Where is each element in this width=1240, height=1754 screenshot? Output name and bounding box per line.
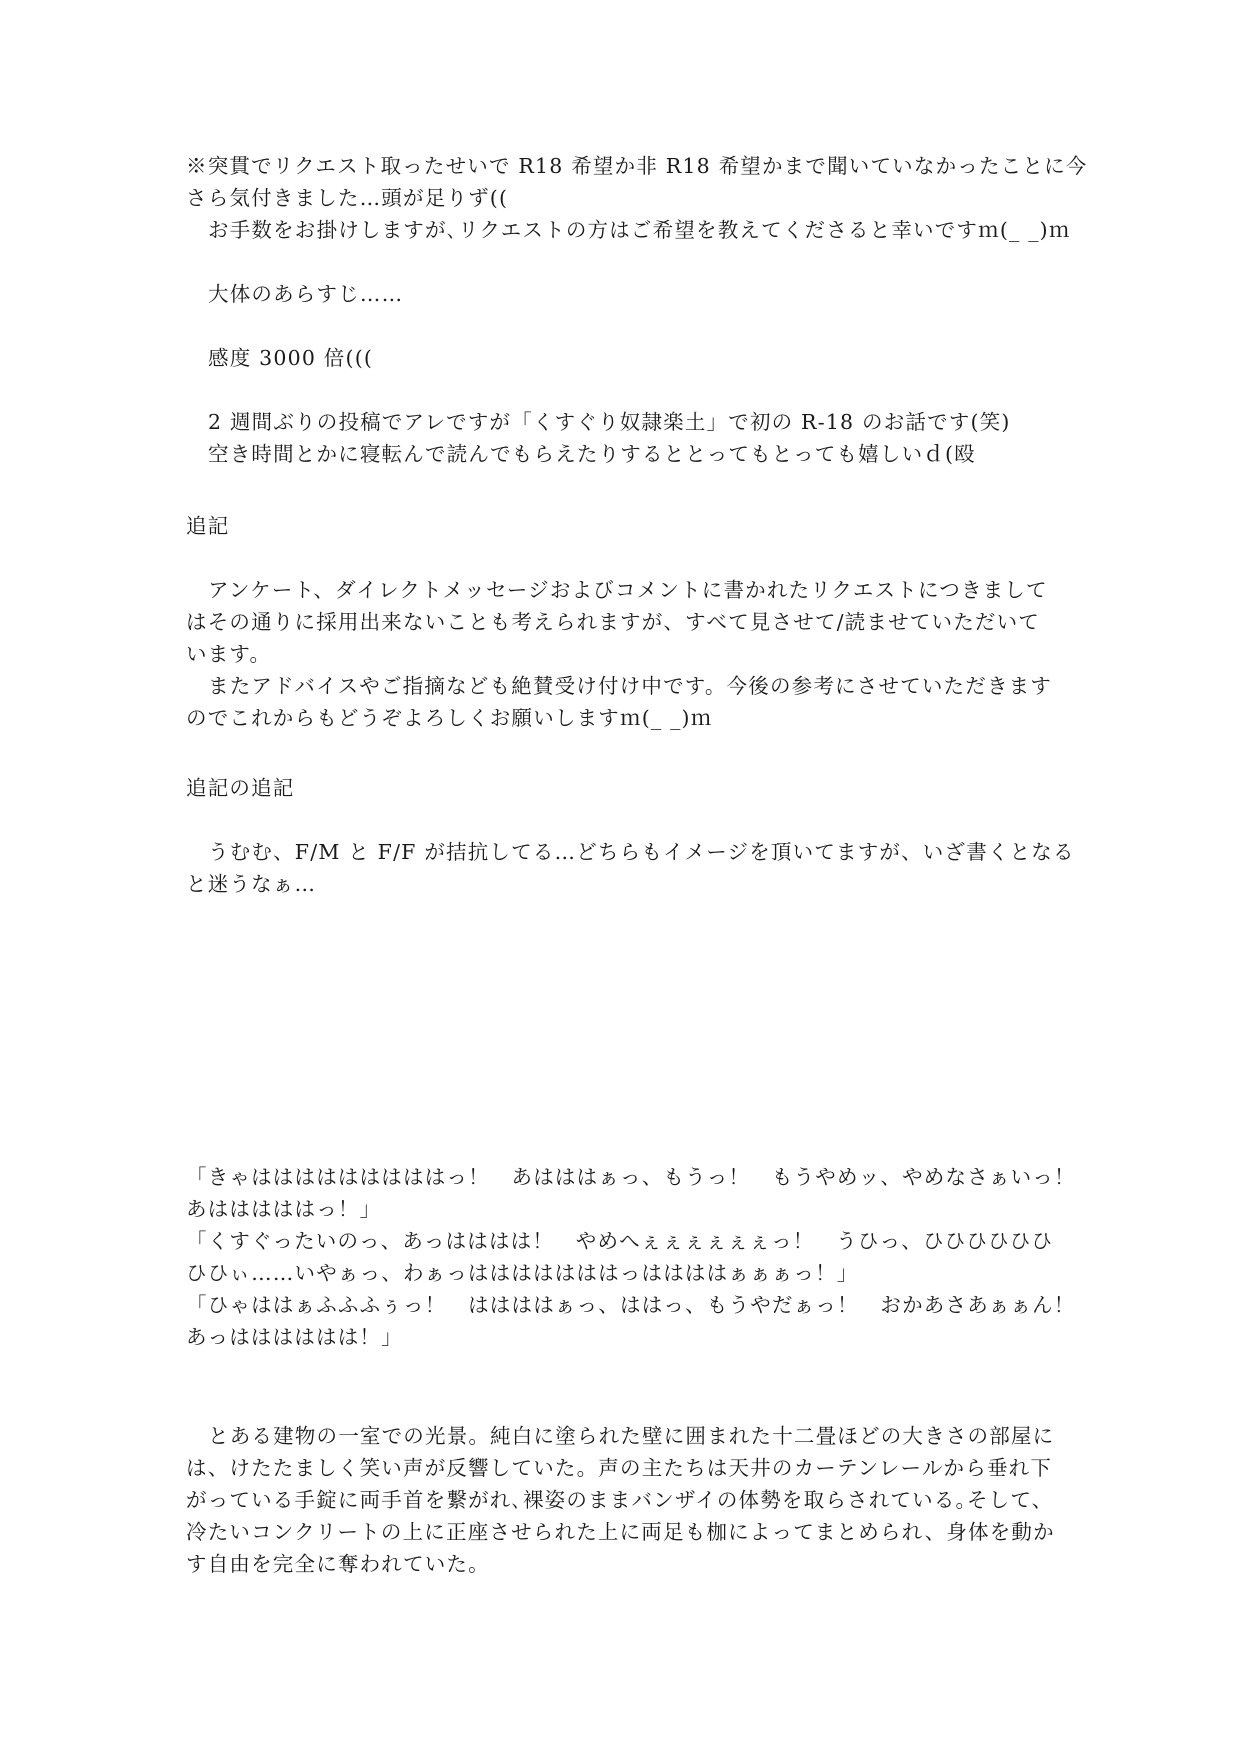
addendum-paragraph-line: アンケート、ダイレクトメッセージおよびコメントに書かれたリクエストにつきまして: [208, 578, 1048, 602]
addendum2-title: 追記の追記: [186, 776, 295, 800]
blank-line: [186, 804, 1066, 836]
addendum2-section: [186, 772, 1075, 900]
narration-line: がっている手錠に両手首を繋がれ､裸姿のままバンザイの体勢を取らされている｡そして、: [186, 1488, 1054, 1512]
note-line: さら気付きました…頭が足りず((: [186, 186, 509, 210]
dialogue-line: あっはははははは！」: [186, 1325, 403, 1349]
addendum-paragraph-line: はその通りに採用出来ないことも考えられますが、すべて見させて/読ませていただいて: [186, 610, 1040, 634]
post-note-line: 空き時間とかに寝転んで読んでもらえたりするととってもとっても嬉しいｄ(殴: [208, 442, 976, 466]
synopsis-heading: 大体のあらすじ……: [208, 282, 404, 306]
dialogue-section: [186, 1161, 1076, 1353]
addendum2-line: と迷うなぁ…: [186, 872, 317, 896]
narration-section: [186, 1420, 1066, 1580]
intro-section: [186, 150, 1088, 470]
dialogue-line: 「ひゃははぁふふふぅっ！ ははははぁっ、ははっ、もうやだぁっ！ おかあさあぁぁん！: [186, 1293, 1076, 1317]
narration-line: 冷たいコンクリートの上に正座させられた上に両足も枷によってまとめられ、身体を動か: [186, 1520, 1055, 1544]
addendum-paragraph-line: のでこれからもどうぞよろしくお願いしますｍ(_ _)ｍ: [186, 706, 713, 730]
post-note-line: 2 週間ぶりの投稿でアレですが「くすぐり奴隷楽土」で初の R-18 のお話です(笑): [208, 410, 1011, 434]
blank-line: [186, 246, 1066, 278]
request-line: お手数をお掛けしますが､リクエストの方はご希望を教えてくださると幸いですｍ(_ _)ｍ: [208, 218, 1071, 242]
dialogue-line: 「くすぐったいのっ、あっはははは！ やめへぇぇぇぇぇぇっ！ うひっ、ひひひひひひ: [186, 1229, 1054, 1253]
addendum-section: [186, 510, 1066, 734]
note-line: ※突貫でリクエスト取ったせいで R18 希望か非 R18 希望かまで聞いていなかったことに今: [186, 154, 1088, 178]
addendum-paragraph-line: います。: [186, 642, 272, 666]
blank-line: [186, 374, 1066, 406]
dialogue-line: 「きゃはははははははははっ！ あはははぁっ、もうっ！ もうやめッ、やめなさぁいっ！: [186, 1165, 1076, 1189]
dialogue-line: あはははははっ！」: [186, 1197, 382, 1221]
addendum-paragraph-line: またアドバイスやご指摘なども絶賛受け付け中です。今後の参考にさせていただきます: [208, 674, 1053, 698]
narration-line: とある建物の一室での光景。純白に塗られた壁に囲まれた十二畳ほどの大きさの部屋に: [208, 1424, 1055, 1448]
addendum2-line: うむむ、F/M と F/F が拮抗してる…どちらもイメージを頂いてますが、いざ書くとなる: [208, 840, 1075, 864]
sensitivity-line: 感度 3000 倍(((: [208, 346, 374, 370]
blank-line: [186, 542, 1066, 574]
blank-line: [186, 310, 1066, 342]
narration-line: は、けたたましく笑い声が反響していた。声の主たちは天井のカーテンレールから垂れ下: [186, 1456, 1053, 1480]
narration-line: す自由を完全に奪われていた。: [186, 1552, 490, 1576]
dialogue-line: ひひぃ……いやぁっ、わぁっはははははははっははははぁぁぁっ！」: [186, 1261, 859, 1285]
addendum-title: 追記: [186, 514, 230, 538]
